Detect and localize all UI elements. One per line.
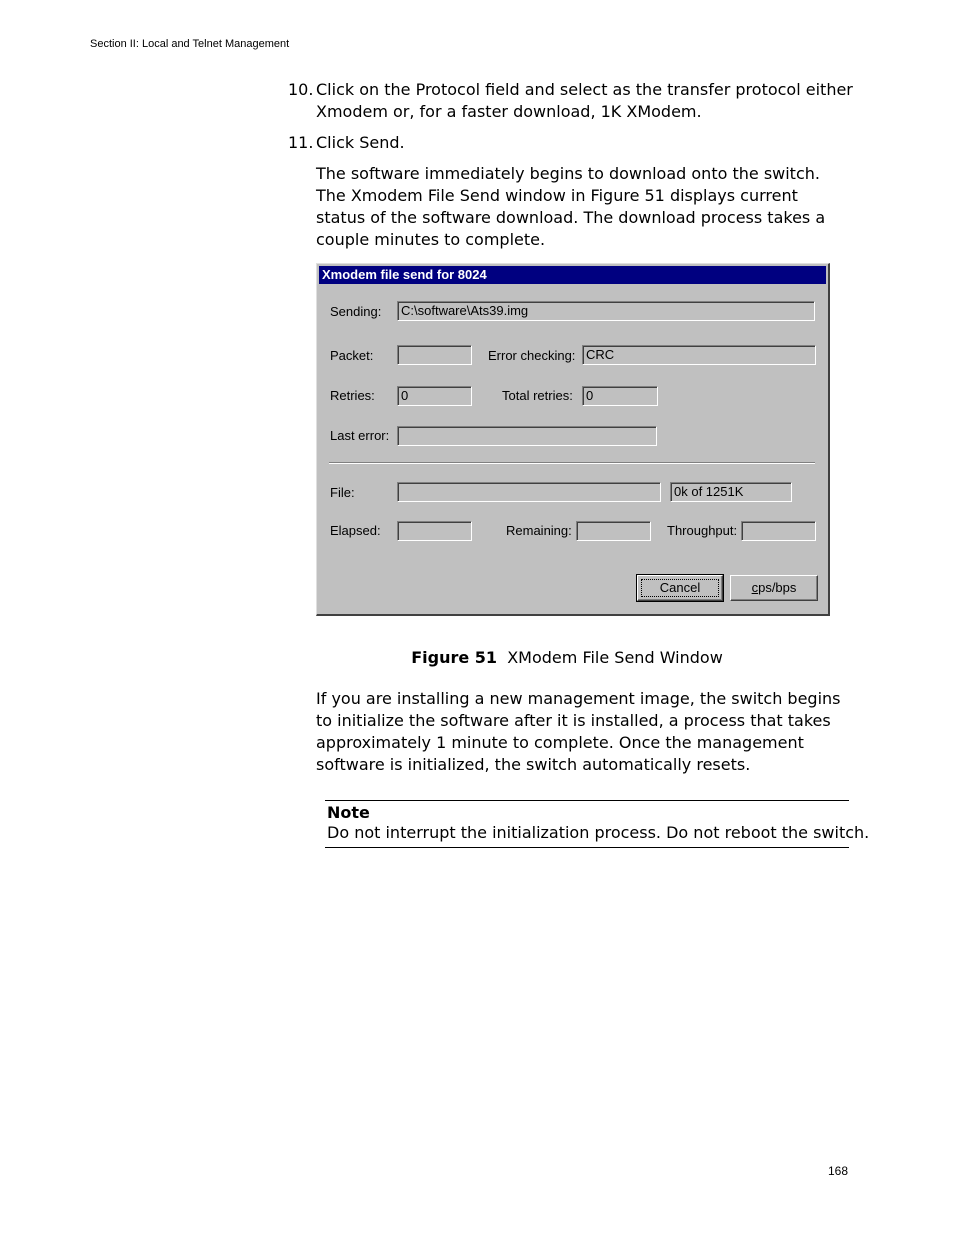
cps-bps-button-label: ps/bps bbox=[758, 580, 797, 595]
cps-bps-button-hotkey: c bbox=[751, 580, 759, 595]
retries-label: Retries: bbox=[330, 388, 375, 403]
step-text-line: Click on the Protocol field and select as the transfer protocol either bbox=[316, 80, 853, 99]
figure-caption bbox=[0, 647, 954, 669]
paragraph-line: If you are installing a new management image, the switch begins bbox=[316, 689, 841, 708]
total-retries-field: 0 bbox=[582, 386, 658, 406]
figure-title: XModem File Send Window bbox=[507, 648, 723, 667]
file-label: File: bbox=[330, 485, 355, 500]
step-number: 10. bbox=[288, 80, 314, 99]
cancel-button[interactable] bbox=[637, 575, 723, 601]
step-number: 11. bbox=[288, 133, 314, 152]
sending-label: Sending: bbox=[330, 304, 382, 319]
step-text-line: Xmodem or, for a faster download, 1K XModem. bbox=[316, 102, 702, 121]
xmodem-file-send-dialog bbox=[316, 263, 830, 616]
paragraph-line: approximately 1 minute to complete. Once the management bbox=[316, 733, 804, 752]
cancel-button-label: Cancel bbox=[659, 580, 701, 595]
retries-field: 0 bbox=[397, 386, 472, 406]
packet-label: Packet: bbox=[330, 348, 374, 363]
elapsed-label: Elapsed: bbox=[330, 523, 381, 538]
file-progress-bar bbox=[397, 482, 661, 502]
page-number: 168 bbox=[828, 1164, 849, 1178]
dialog-separator bbox=[329, 462, 815, 464]
total-retries-label: Total retries: bbox=[502, 388, 573, 403]
paragraph-line: software is initialized, the switch automatically resets. bbox=[316, 755, 751, 774]
packet-field bbox=[397, 345, 472, 365]
step-text-line: Click Send. bbox=[316, 133, 405, 152]
note-title: Note bbox=[327, 803, 370, 822]
file-size-field: 0k of 1251K bbox=[670, 482, 792, 502]
remaining-field bbox=[576, 521, 651, 541]
error-checking-field: CRC bbox=[582, 345, 816, 365]
dialog-title-bar: Xmodem file send for 8024 bbox=[319, 266, 826, 284]
paragraph-line: to initialize the software after it is installed, a process that takes bbox=[316, 711, 831, 730]
note-top-rule bbox=[325, 800, 849, 801]
paragraph-line: status of the software download. The download process takes a bbox=[316, 208, 826, 227]
figure-label: Figure 51 bbox=[411, 648, 498, 667]
running-head: Section II: Local and Telnet Management bbox=[90, 38, 290, 50]
error-checking-label: Error checking: bbox=[488, 348, 576, 363]
paragraph-download-status bbox=[316, 163, 825, 251]
paragraph-line: The software immediately begins to download onto the switch. bbox=[316, 164, 820, 183]
elapsed-field bbox=[397, 521, 472, 541]
cps-bps-button[interactable] bbox=[730, 575, 818, 601]
sending-field: C:\software\Ats39.img bbox=[397, 301, 815, 321]
throughput-field bbox=[741, 521, 816, 541]
remaining-label: Remaining: bbox=[506, 523, 572, 538]
note-text: Do not interrupt the initialization process. Do not reboot the switch. bbox=[327, 823, 870, 842]
last-error-field bbox=[397, 426, 657, 446]
note-bottom-rule bbox=[325, 847, 849, 848]
last-error-label: Last error: bbox=[330, 428, 390, 443]
throughput-label: Throughput: bbox=[667, 523, 738, 538]
paragraph-initialization bbox=[316, 688, 841, 776]
paragraph-line: The Xmodem File Send window in Figure 51 displays current bbox=[316, 186, 798, 205]
paragraph-line: couple minutes to complete. bbox=[316, 230, 546, 249]
